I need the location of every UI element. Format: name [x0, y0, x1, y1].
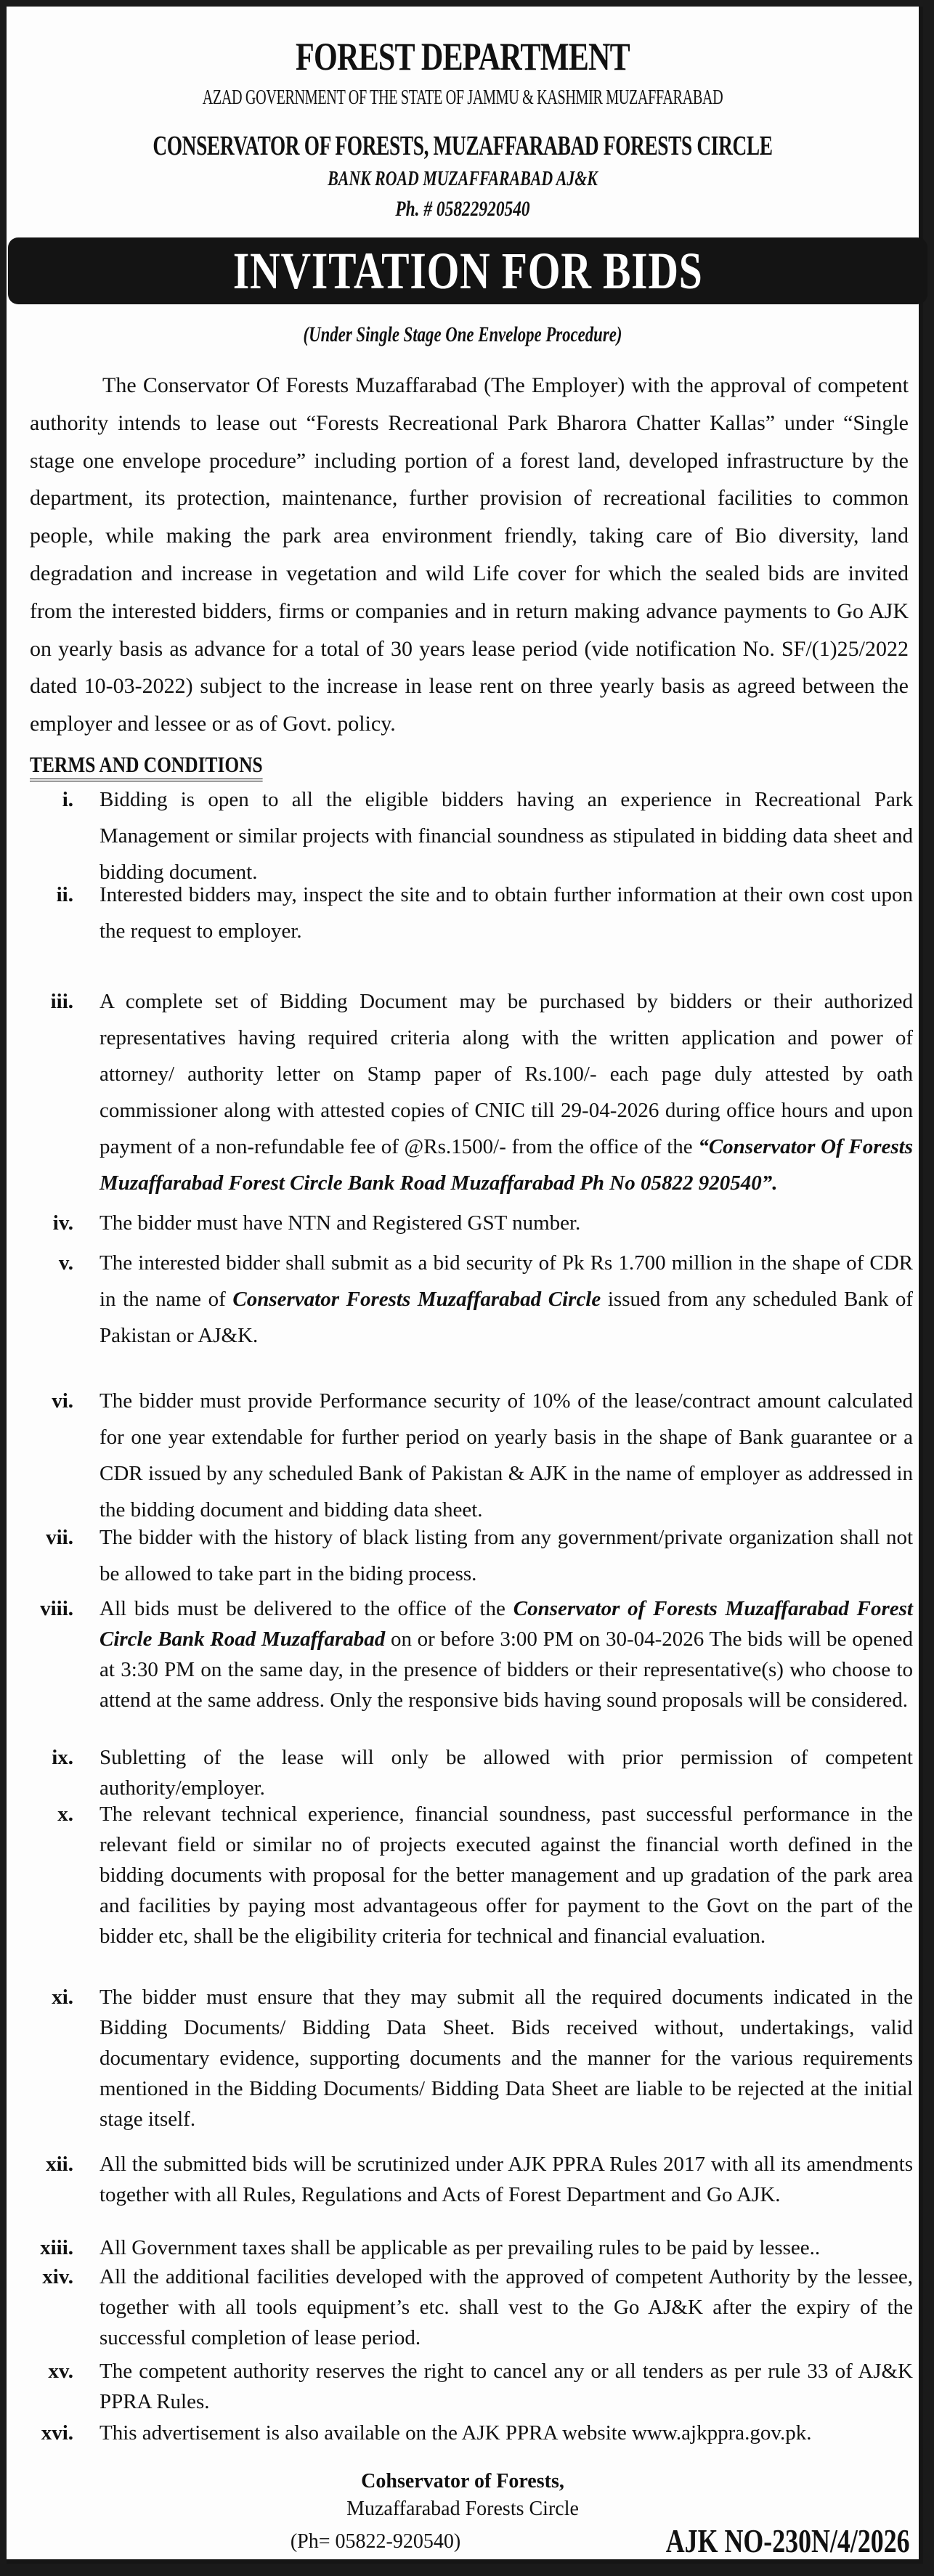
term-text-body: All the additional facilities developed with the approved of competent Authority by the lessee, together with all tools equipment’s etc. shall vest to the Go AJ&K after the expiry of the successful completion of lease period. [100, 2265, 913, 2349]
term-text [100, 2356, 913, 2417]
term-text [100, 1799, 913, 1951]
signature-title: Cohservator of Forests, [361, 2470, 564, 2492]
term-number: x. [57, 1803, 73, 1826]
reference-number: AJK NO-230N/4/2026 [666, 2522, 910, 2559]
term-text [100, 1383, 913, 1528]
term-number: v. [58, 1251, 73, 1275]
term-number: viii. [40, 1597, 73, 1620]
term-emphasis: Conservator Forests Muzaffarabad Circle [232, 1288, 601, 1311]
term-number: xiv. [42, 2265, 73, 2288]
procedure-subtitle: (Under Single Stage One Envelope Procedure) [303, 322, 622, 346]
term-text [100, 1593, 913, 1715]
title-banner [8, 237, 927, 304]
term-number: xi. [52, 1986, 73, 2009]
banner-title: INVITATION FOR BIDS [232, 242, 703, 300]
department-title: FOREST DEPARTMENT [296, 35, 630, 78]
term-text [100, 1519, 913, 1592]
term-text-body: A complete set of Bidding Document may be purchased by bidders or their authorized representatives having required criteria along with the written application and power of attorney/ authority letter on Stamp paper of Rs.100/- each page duly attested by oath commissioner along with attested copies of CNIC till 29-04-2026 during office hours and upon payment of a non-refundable fee of @Rs.1500/- from the office of the [100, 990, 913, 1158]
term-text [100, 1742, 913, 1803]
term-text-body: All bids must be delivered to the office of the [100, 1597, 513, 1620]
signature-phone: (Ph= 05822-920540) [290, 2530, 461, 2553]
term-emphasis: “Conservator Of Forests Muzaffarabad Forest Circle Bank Road Muzaffarabad Ph No 05822 920540”. [100, 1135, 913, 1195]
office-address: BANK ROAD MUZAFFARABAD AJ&K [328, 168, 598, 190]
intro-paragraph: The Conservator Of Forests Muzaffarabad (The Employer) with the approval of competent authority intends to lease out “Forests Recreational Park Bharora Chatter Kallas” under “Single stage one envelope procedure” including portion of a forest land, developed infrastructure by the department, its protection, maintenance, further provision of recreational facilities to common people, while making the park area environment friendly, taking care of Bio diversity, land degradation and increase in vegetation and wild Life cover for which the sealed bids are invited from the interested bidders, firms or companies and in return making advance payments to Go AJK on yearly basis as advance for a total of 30 years lease period (vide notification No. SF/(1)25/2022 dated 10-03-2022) subject to the increase in lease rent on three yearly basis as agreed between the employer and lessee or as of Govt. policy. [30, 373, 909, 736]
term-number: i. [62, 788, 73, 811]
term-text-body: Bidding is open to all the eligible bidders having an experience in Recreational Park Management or similar projects with financial soundness as stipulated in bidding data sheet and bidding document. [100, 788, 913, 884]
term-number: xv. [48, 2360, 73, 2383]
term-text [100, 877, 913, 949]
term-number: ii. [56, 883, 73, 906]
term-number: xiii. [40, 2236, 73, 2259]
term-text-tail: issued from any scheduled Bank of Pakistan or AJ&K. [100, 1288, 913, 1347]
term-text-body: The bidder must ensure that they may submit all the required documents indicated in the Bidding Documents/ Bidding Data Sheet. Bids received without, undertakings, valid documentary evidence, supporting documents and the manner for the various requirements mentioned in the Bidding Documents/ Bidding Data Sheet are liable to be rejected at the initial stage itself. [100, 1986, 913, 2131]
office-phone: Ph. # 05822920540 [395, 197, 530, 221]
term-number: xii. [46, 2153, 73, 2176]
term-text-body: Interested bidders may, inspect the site and to obtain further information at their own cost upon the request to employer. [100, 883, 913, 943]
term-text [100, 781, 913, 890]
term-number: vi. [52, 1389, 73, 1413]
term-number: iv. [52, 1211, 73, 1235]
term-text-body: The bidder must have NTN and Registered GST number. [100, 1211, 581, 1235]
term-text [100, 2149, 913, 2210]
term-text-body: The interested bidder shall submit as a bid security of Pk Rs 1.700 million in the shape of CDR in the name of [100, 1251, 913, 1311]
term-text [100, 2262, 913, 2353]
term-text-body: All the submitted bids will be scrutinized under AJK PPRA Rules 2017 with all its amendments together with all Rules, Regulations and Acts of Forest Department and Go AJK. [100, 2153, 913, 2206]
term-text-body: The relevant technical experience, financial soundness, past successful performance in the relevant field or similar no of projects executed against the financial worth defined in the bidding documents with proposal for the better management and up gradation of the park area and facilities by paying most advantageous offer for payment to the Govt on the part of the bidder etc, shall be the eligibility criteria for technical and financial evaluation. [100, 1803, 913, 1948]
terms-heading: TERMS AND CONDITIONS [30, 752, 263, 781]
term-text-tail: on or before 3:00 PM on 30-04-2026 The bids will be opened at 3:30 PM on the same day, in the presence of bidders or their representative(s) who choose to attend at the same address. Only the responsive bids having sound proposals will be considered. [100, 1628, 913, 1712]
term-text-body: This advertisement is also available on the AJK PPRA website www.ajkppra.gov.pk. [100, 2421, 812, 2445]
term-text-body: Subletting of the lease will only be allowed with prior permission of competent authority/employer. [100, 1746, 913, 1800]
term-text [100, 1245, 913, 1354]
term-number: iii. [50, 990, 73, 1013]
term-emphasis: Conservator of Forests Muzaffarabad Forest Circle Bank Road Muzaffarabad [100, 1597, 913, 1651]
term-text-body: All Government taxes shall be applicable as per prevailing rules to be paid by lessee.. [100, 2236, 821, 2259]
government-name: AZAD GOVERNMENT OF THE STATE OF JAMMU & KASHMIR MUZAFFARABAD [202, 86, 723, 109]
term-number: ix. [52, 1746, 73, 1769]
term-text [100, 1982, 913, 2134]
signature-office: Muzaffarabad Forests Circle [346, 2498, 579, 2520]
term-text [100, 2418, 913, 2448]
office-name: CONSERVATOR OF FORESTS, MUZAFFARABAD FORESTS CIRCLE [153, 131, 773, 161]
term-text-body: The competent authority reserves the right to cancel any or all tenders as per rule 33 of AJ&K PPRA Rules. [100, 2360, 913, 2413]
term-number: xvi. [41, 2421, 73, 2445]
tender-notice-page [7, 7, 923, 2564]
term-text [100, 2232, 913, 2263]
term-text [100, 983, 913, 1201]
term-text [100, 1205, 913, 1241]
term-text-body: The bidder must provide Performance security of 10% of the lease/contract amount calculated for one year extendable for further period on yearly basis in the shape of Bank guarantee or a CDR issued by any scheduled Bank of Pakistan & AJK in the name of employer as addressed in the bidding document and bidding data sheet. [100, 1389, 913, 1521]
term-text-body: The bidder with the history of black listing from any government/private organization shall not be allowed to take part in the biding process. [100, 1526, 913, 1585]
term-number: vii. [46, 1526, 73, 1549]
